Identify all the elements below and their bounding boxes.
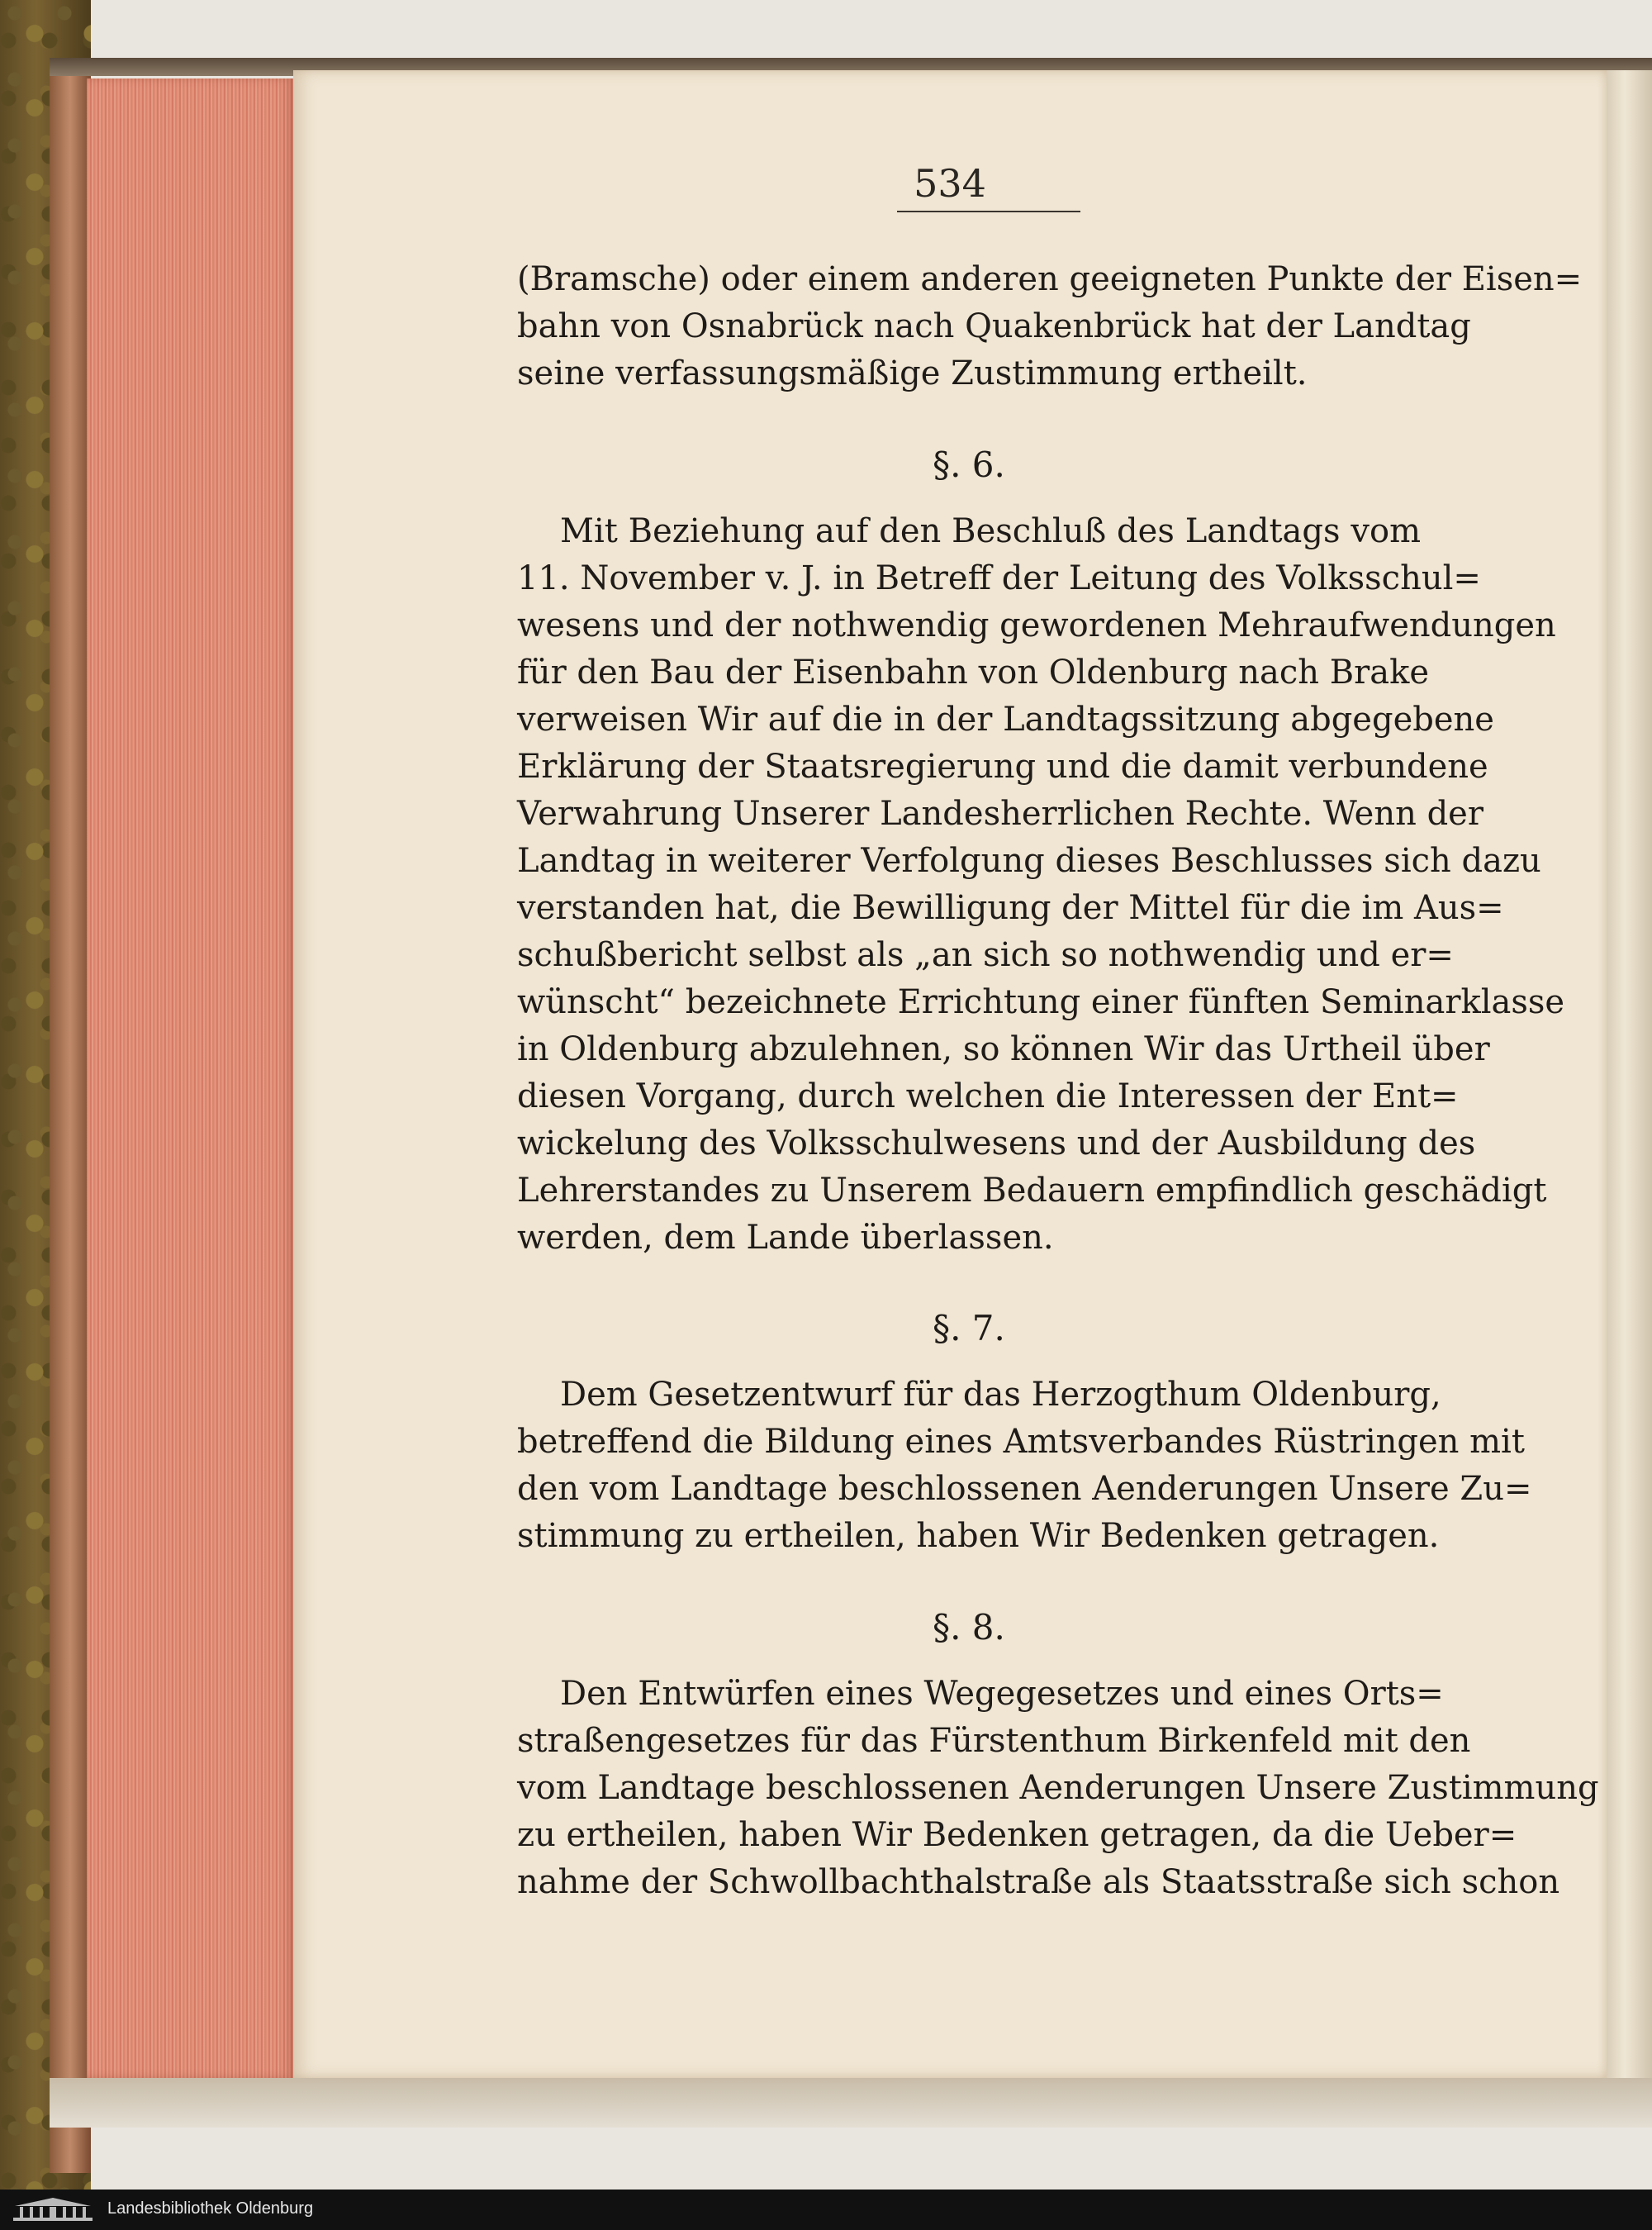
text-line: Dem Gesetzentwurf für das Herzogthum Oldenburg, [560, 1376, 1441, 1414]
text-line: nahme der Schwollbachthalstraße als Staatsstraße sich schon [517, 1863, 1560, 1901]
page-edges [87, 78, 293, 2078]
text-line: wünscht“ bezeichnete Errichtung einer fünften Seminarklasse [517, 983, 1565, 1021]
text-line: vom Landtage beschlossenen Aenderungen Unsere Zustimmung [517, 1769, 1599, 1807]
page-number-rule [897, 211, 1080, 212]
text-line: Landtag in weiterer Verfolgung dieses Beschlusses sich dazu [517, 842, 1541, 880]
text-line: in Oldenburg abzulehnen, so können Wir das Urtheil über [517, 1030, 1490, 1068]
text-line: den vom Landtage beschlossenen Aenderungen Unsere Zu= [517, 1470, 1532, 1508]
library-building-icon [12, 2196, 94, 2223]
text-line: betreffend die Bildung eines Amtsverbandes Rüstringen mit [517, 1423, 1525, 1461]
text-line: Erklärung der Staatsregierung und die damit verbundene [517, 748, 1488, 786]
bottom-edge [50, 2078, 1652, 2128]
text-line: Lehrerstandes zu Unserem Bedauern empfindlich geschädigt [517, 1172, 1547, 1210]
book-page [293, 70, 1607, 2078]
text-line: verweisen Wir auf die in der Landtagssitzung abgegebene [517, 701, 1494, 739]
text-line: zu ertheilen, haben Wir Bedenken getragen, da die Ueber= [517, 1816, 1517, 1854]
text-line: schußbericht selbst als „an sich so nothwendig und er= [517, 936, 1454, 974]
text-line: Den Entwürfen eines Wegegesetzes und eines Orts= [560, 1675, 1444, 1713]
section-heading: §. 8. [933, 1607, 1005, 1648]
text-line: werden, dem Lande überlassen. [517, 1219, 1054, 1257]
text-line: Mit Beziehung auf den Beschluß des Landtags vom [560, 512, 1421, 550]
text-line: 11. November v. J. in Betreff der Leitung des Volksschul= [517, 559, 1481, 597]
section-heading: §. 6. [933, 445, 1005, 485]
text-line: verstanden hat, die Bewilligung der Mittel für die im Aus= [517, 889, 1504, 927]
text-line: für den Bau der Eisenbahn von Oldenburg nach Brake [517, 654, 1429, 692]
library-name: Landesbibliothek Oldenburg [107, 2199, 314, 2218]
text-line: stimmung zu ertheilen, haben Wir Bedenken getragen. [517, 1517, 1440, 1555]
text-line: bahn von Osnabrück nach Quakenbrück hat der Landtag [517, 307, 1471, 345]
binding-edge [50, 58, 91, 2173]
right-page-edge [1607, 70, 1652, 2078]
text-line: seine verfassungsmäßige Zustimmung ertheilt. [517, 354, 1308, 392]
page-number: 534 [914, 161, 986, 206]
text-line: straßengesetzes für das Fürstenthum Birkenfeld mit den [517, 1722, 1471, 1760]
text-line: (Bramsche) oder einem anderen geeigneten Punkte der Eisen= [517, 260, 1583, 298]
text-line: Verwahrung Unserer Landesherrlichen Rechte. Wenn der [517, 795, 1483, 833]
text-line: wickelung des Volksschulwesens und der Ausbildung des [517, 1125, 1476, 1163]
text-line: wesens und der nothwendig gewordenen Mehraufwendungen [517, 606, 1556, 644]
section-heading: §. 7. [933, 1308, 1005, 1348]
text-line: diesen Vorgang, durch welchen die Interessen der Ent= [517, 1077, 1459, 1115]
footer-bar [0, 2190, 1652, 2230]
